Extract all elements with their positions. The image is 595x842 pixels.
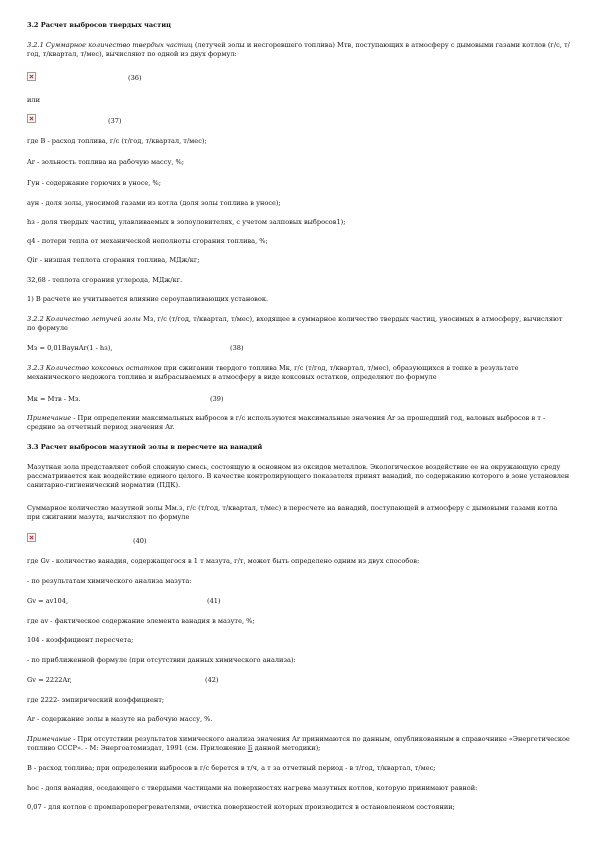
equation-number-39: (39): [210, 395, 224, 403]
method-chemical-analysis: - по результатам химического анализа мазута:: [27, 577, 192, 585]
definition-B-fuel: B - расход топлива; при определении выбросов в г/с берется в т/ч, а т за отчетный период - в т/год, т/квартал, т/мес;: [27, 764, 436, 772]
note-paragraph-1: [27, 414, 572, 432]
note-label-2: Примечание: [27, 735, 72, 743]
broken-image-icon: [27, 533, 36, 542]
formula-41: Gv = av104,: [27, 597, 69, 605]
section-heading-3-2: 3.2 Расчет выбросов твердых частиц: [27, 21, 171, 29]
formula-40: [27, 533, 36, 543]
definition-Gun: Гун - содержание горючих в уносе, %;: [27, 179, 161, 187]
equation-number-37: (37): [108, 117, 122, 125]
definition-007: 0,07 - для котлов с промпароперегревателями, очистка поверхностей которых производится в остановленном состоянии;: [27, 803, 455, 811]
definition-3268: 32,68 - теплота сгорания углерода, МДж/кг.: [27, 276, 183, 284]
paragraph-3-2-3-text: при сжигании твердого топлива Мк, г/с (т/год, т/квартал, т/мес), образующихся в топке в результате механического недожога топлива и выбрасываемых в атмосферу в виде коксовых остатков, определяют по формуле: [27, 364, 519, 381]
definition-q4: q4 - потери тепла от механической неполноты сгорания топлива, %;: [27, 237, 268, 245]
note-text-2: - При отсутствии результатов химического анализа значения Ar принимаются по данным, опубликованным в справочнике «Энергетическое топливо СССР». - М: Энергоатомиздат, 1991 (см. Приложение: [27, 735, 570, 752]
definition-Gv: где Gv - количество ванадия, содержащегося в 1 т мазута, г/т, может быть определено одним из двух способов:: [27, 557, 420, 565]
paragraph-3-2-1-text: (летучей золы и несгоревшего топлива) Мтв, поступающих в атмосферу с дымовыми газами котлов (г/с, т/год, т/квартал, т/мес), вычисляют по одной из двух формул:: [27, 41, 570, 58]
equation-number-41: (41): [207, 597, 221, 605]
definition-av: где av - фактическое содержание элемента ванадия в мазуте, %;: [27, 617, 255, 625]
paragraph-3-3-formula-intro: Суммарное количество мазутной золы Мм.з, г/с (т/год, т/квартал, т/мес) в пересчете на ванадий, поступающей в атмосферу с дымовыми газами котла при сжигании мазута, вычисляют по формуле: [27, 504, 558, 521]
broken-image-icon: [27, 114, 36, 123]
equation-number-36: (36): [128, 74, 142, 82]
paragraph-3-2-1: [27, 41, 572, 59]
paragraph-3-3-intro: Мазутная зола представляет собой сложную смесь, состоящую в основном из оксидов металлов. Экологическое воздействие ее на окружающую среду рассматривается как воздействие единого целого. В качестве контролирующего показателя принят ванадий, по содержанию которого в зоне установлен санитарно-гигиенический норматив (ПДК).: [27, 463, 570, 489]
paragraph-3-2-2-lead: 3.2.2 Количество летучей золы: [27, 315, 141, 323]
or-text: или: [27, 96, 40, 104]
definition-104: 104 - коэффициент пересчета;: [27, 636, 134, 644]
paragraph-3-2-2-text: Мз, г/с (т/год, т/квартал, т/мес), входящее в суммарное количество твердых частиц, уносимых в атмосферу, вычисляют по формуле: [27, 315, 563, 332]
definition-Ar-mazut: Ar - содержание золы в мазуте на рабочую массу, %.: [27, 715, 213, 723]
note-text-2-tail: данной методики);: [252, 743, 321, 752]
formula-38: Мз = 0,01BaунAr(1 - hз),: [27, 344, 113, 352]
formula-42: Gv = 2222Ar,: [27, 676, 72, 684]
equation-number-40: (40): [133, 537, 147, 545]
broken-image-icon: [27, 72, 36, 81]
note-text-1: - При определении максимальных выбросов в г/с используются максимальные значения Ar за прошедший год, валовых выбросов в т - средние за отчетный период значения Ar.: [27, 414, 546, 431]
paragraph-3-2-2: [27, 315, 572, 333]
method-approximate: - по приближенной формуле (при отсутствии данных химического анализа):: [27, 656, 296, 664]
section-heading-3-3: 3.3 Расчет выбросов мазутной золы в пересчете на ванадий: [27, 443, 263, 451]
paragraph-3-2-1-lead: 3.2.1 Суммарное количество твердых частиц: [27, 41, 193, 49]
definition-aun: aун - доля золы, уносимой газами из котла (доля золы топлива в уносе);: [27, 199, 281, 207]
appendix-b-link[interactable]: Б: [247, 743, 253, 752]
definition-hz: hз - доля твердых частиц, улавливаемых в золоуловителях, с учетом залповых выбросов1);: [27, 218, 346, 226]
formula-39: Мк = Мтв - Мз.: [27, 395, 81, 403]
definition-B: где B - расход топлива, г/с (т/год, т/квартал, т/мес);: [27, 137, 207, 145]
equation-number-38: (38): [230, 344, 244, 352]
equation-number-42: (42): [205, 676, 219, 684]
formula-37: [27, 114, 36, 124]
definition-hoc: hос - доля ванадия, оседающего с твердыми частицами на поверхностях нагрева мазутных котлов, которую принимают равной:: [27, 784, 478, 792]
paragraph-3-2-3-lead: 3.2.3 Количество коксовых остатков: [27, 364, 162, 372]
note-label-1: Примечание: [27, 414, 72, 422]
definition-2222: где 2222- эмпирический коэффициент;: [27, 696, 165, 704]
footnote-1: 1) В расчете не учитывается влияние сероулавливающих установок.: [27, 295, 269, 303]
formula-36: [27, 72, 36, 82]
definition-Ar: Ar - зольность топлива на рабочую массу, %;: [27, 158, 184, 166]
definition-Qr: Qir - низшая теплота сгорания топлива, МДж/кг;: [27, 256, 200, 264]
note-paragraph-2: [27, 735, 572, 753]
paragraph-3-2-3: [27, 364, 572, 382]
